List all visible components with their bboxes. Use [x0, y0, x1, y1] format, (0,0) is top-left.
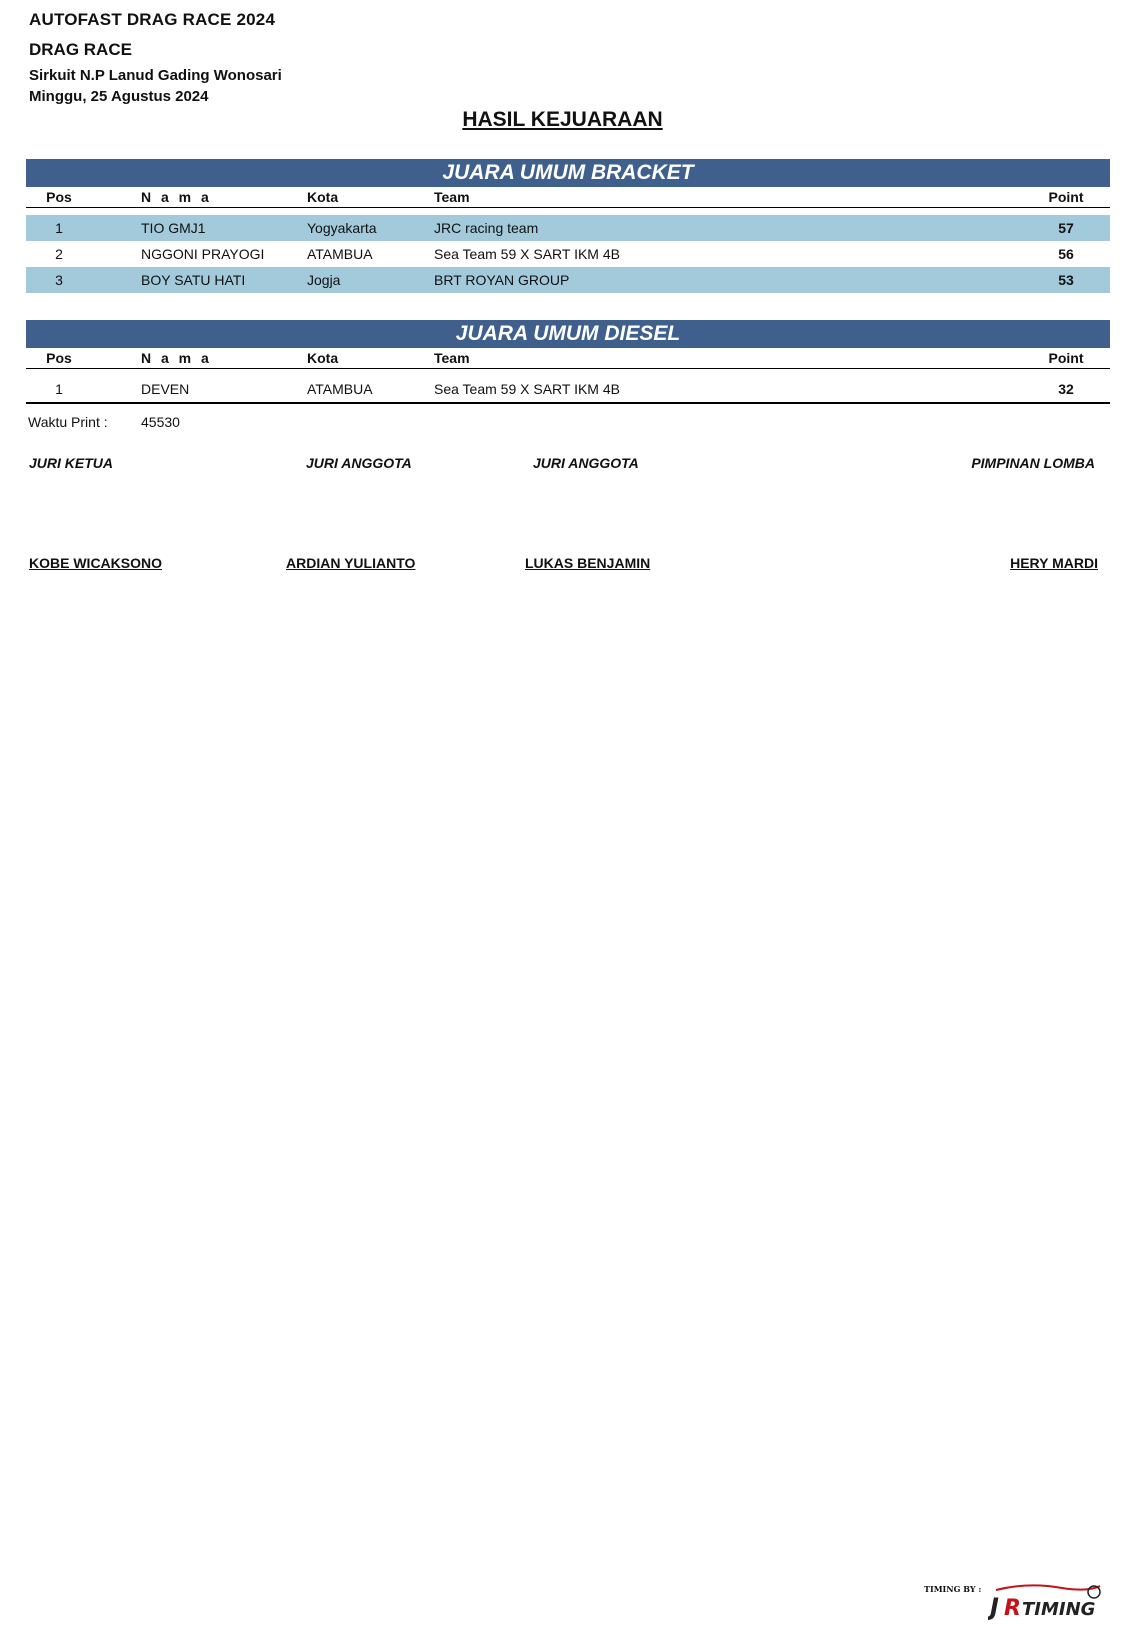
col-pos: Pos — [46, 350, 72, 366]
signature-name-pimpinan-lomba: HERY MARDI — [1010, 555, 1098, 571]
cell-point: 56 — [1058, 246, 1074, 262]
signature-name-juri-anggota-2: LUKAS BENJAMIN — [525, 555, 651, 571]
cell-pos: 3 — [55, 272, 63, 288]
spacer — [26, 369, 1110, 376]
cell-team: BRT ROYAN GROUP — [434, 272, 570, 288]
signature-name-juri-ketua: KOBE WICAKSONO — [29, 555, 162, 571]
cell-team: Sea Team 59 X SART IKM 4B — [434, 381, 620, 397]
spacer — [26, 208, 1110, 215]
col-pos: Pos — [46, 189, 72, 205]
cell-kota: ATAMBUA — [307, 381, 373, 397]
cell-kota: Yogyakarta — [307, 220, 377, 236]
signature-name-juri-anggota-1: ARDIAN YULIANTO — [286, 555, 416, 571]
section-bracket — [26, 159, 1110, 293]
col-nama: N a m a — [141, 189, 212, 205]
svg-text:TIMING: TIMING — [1022, 1599, 1096, 1620]
col-nama: N a m a — [141, 350, 212, 366]
table-row — [26, 376, 1110, 402]
svg-text:J: J — [990, 1593, 999, 1620]
signature-role-juri-anggota-1: JURI ANGGOTA — [306, 455, 412, 471]
cell-pos: 1 — [55, 381, 63, 397]
table-row — [26, 215, 1110, 241]
col-team: Team — [434, 189, 470, 205]
table-bottom-rule — [26, 402, 1110, 404]
venue-text: Sirkuit N.P Lanud Gading Wonosari — [29, 67, 282, 84]
svg-text:R: R — [1004, 1596, 1021, 1620]
event-title: AUTOFAST DRAG RACE 2024 — [29, 10, 276, 29]
signature-role-pimpinan-lomba: PIMPINAN LOMBA — [971, 455, 1095, 471]
print-time-value: 45530 — [141, 414, 180, 430]
cell-nama: TIO GMJ1 — [141, 220, 206, 236]
timing-by-label: TIMING BY : — [924, 1584, 982, 1594]
jr-timing-logo-icon — [988, 1582, 1112, 1620]
col-kota: Kota — [307, 350, 339, 366]
cell-nama: NGGONI PRAYOGI — [141, 246, 265, 262]
col-team: Team — [434, 350, 470, 366]
column-header-row — [26, 187, 1110, 208]
cell-pos: 1 — [55, 220, 63, 236]
cell-nama: DEVEN — [141, 381, 190, 397]
timing-footer — [924, 1582, 1114, 1622]
page-title: HASIL KEJUARAAN — [462, 108, 663, 131]
column-header-row — [26, 348, 1110, 369]
signature-role-juri-anggota-2: JURI ANGGOTA — [533, 455, 639, 471]
cell-kota: Jogja — [307, 272, 341, 288]
cell-point: 32 — [1058, 381, 1074, 397]
cell-pos: 2 — [55, 246, 63, 262]
col-point: Point — [1048, 189, 1084, 205]
cell-point: 57 — [1058, 220, 1074, 236]
table-row — [26, 267, 1110, 293]
signature-role-juri-ketua: JURI KETUA — [29, 455, 114, 471]
cell-team: JRC racing team — [434, 220, 539, 236]
section-title: JUARA UMUM BRACKET — [26, 159, 1110, 187]
cell-point: 53 — [1058, 272, 1074, 288]
section-diesel — [26, 320, 1110, 404]
category-title: DRAG RACE — [29, 40, 132, 59]
section-title: JUARA UMUM DIESEL — [26, 320, 1110, 348]
cell-team: Sea Team 59 X SART IKM 4B — [434, 246, 620, 262]
date-text: Minggu, 25 Agustus 2024 — [29, 88, 209, 105]
cell-kota: ATAMBUA — [307, 246, 373, 262]
cell-nama: BOY SATU HATI — [141, 272, 246, 288]
print-time-label: Waktu Print : — [28, 414, 108, 430]
col-point: Point — [1048, 350, 1084, 366]
col-kota: Kota — [307, 189, 339, 205]
table-row — [26, 241, 1110, 267]
